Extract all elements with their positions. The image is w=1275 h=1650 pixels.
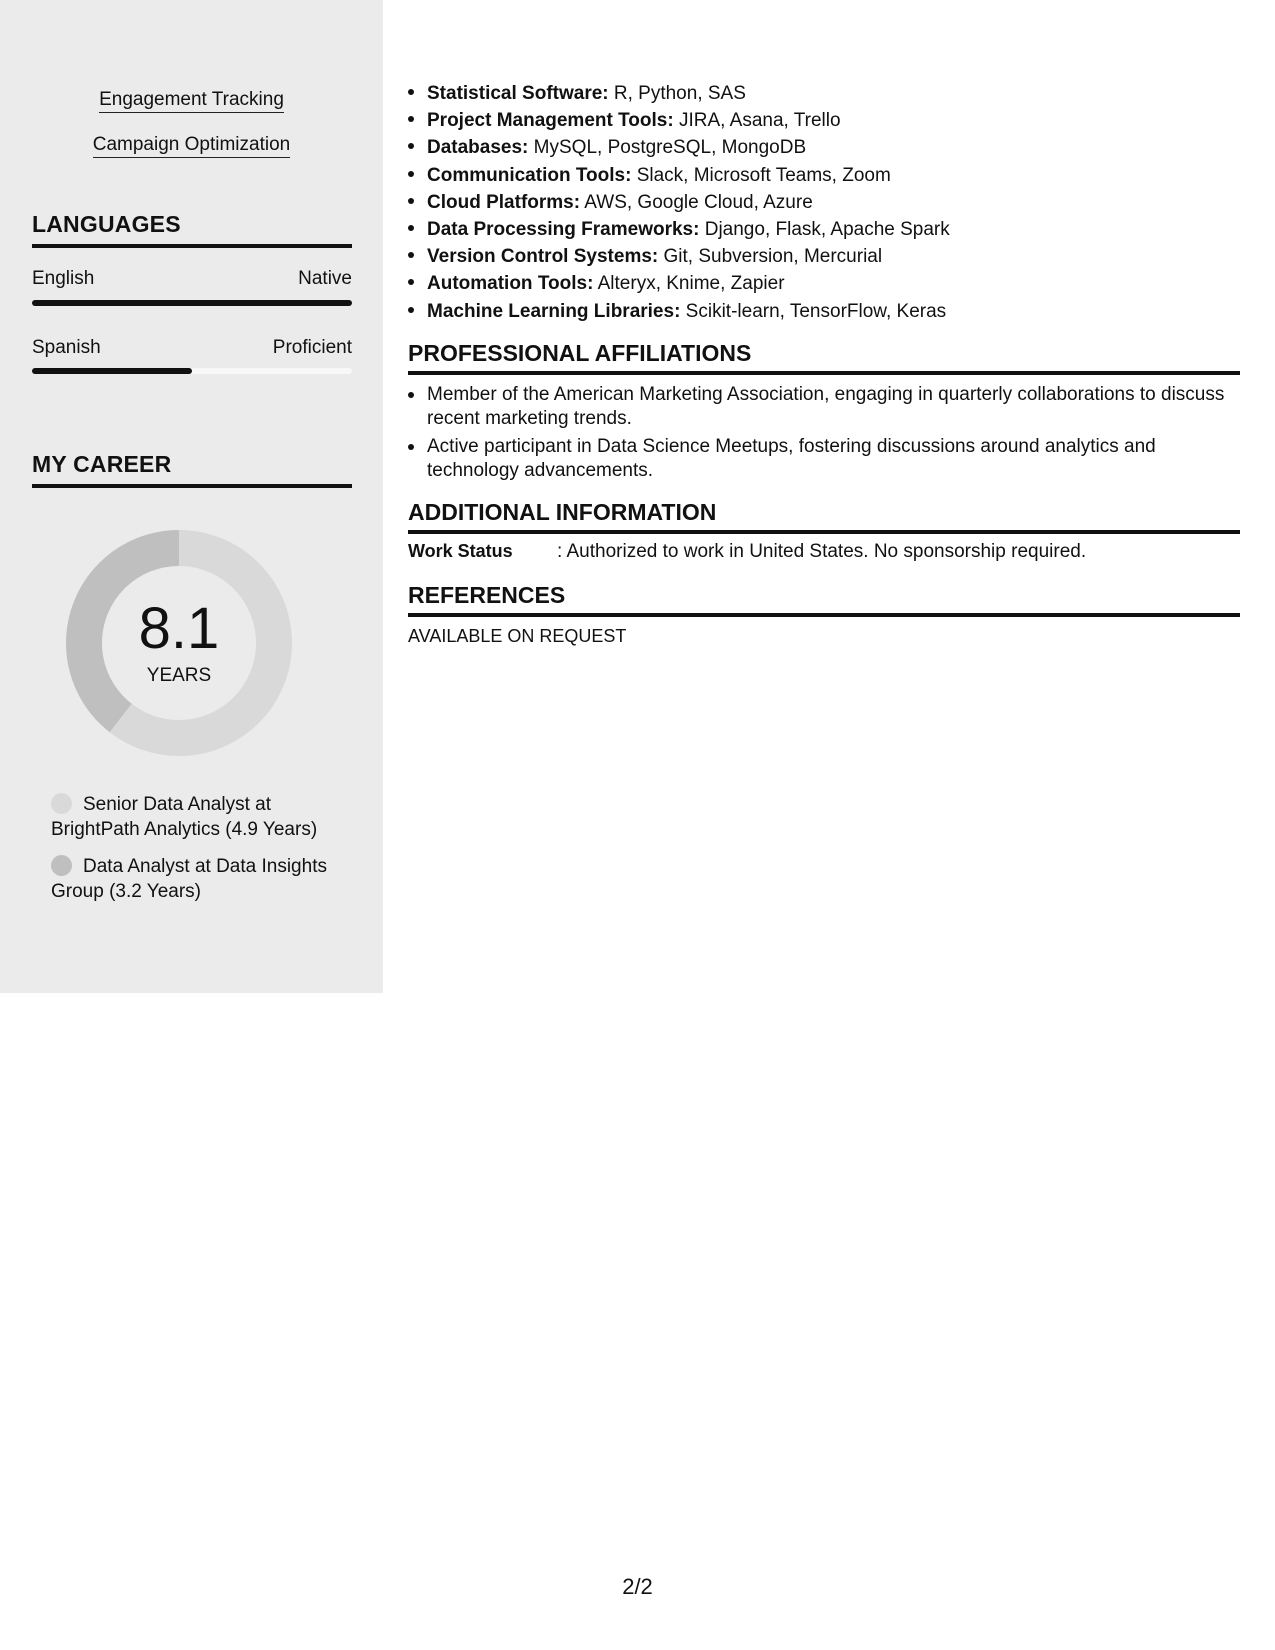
list-item <box>408 216 1243 243</box>
language-proficiency-bar <box>32 300 352 306</box>
skills-list <box>408 80 1243 325</box>
skill-category: Automation Tools: <box>427 273 594 295</box>
skill-values: R, Python, SAS <box>608 83 746 104</box>
skill-values: JIRA, Asana, Trello <box>673 110 841 132</box>
languages-heading: LANGUAGES <box>32 211 352 248</box>
affiliations-heading: PROFESSIONAL AFFILIATIONS <box>408 340 1240 375</box>
list-item <box>408 270 1243 297</box>
references-text: AVAILABLE ON REQUEST <box>408 626 627 646</box>
references-heading: REFERENCES <box>408 582 1240 617</box>
skill-tag-label: Campaign Optimization <box>93 134 290 158</box>
skill-tag <box>0 134 383 156</box>
language-level: Proficient <box>272 337 352 358</box>
language-name: Spanish <box>32 337 101 358</box>
skill-values: Django, Flask, Apache Spark <box>699 219 950 241</box>
language-row <box>32 268 352 290</box>
career-legend-label: Data Analyst at Data Insights Group (3.2 Years) <box>51 856 327 902</box>
list-item <box>408 189 1243 216</box>
career-legend-item <box>51 854 341 904</box>
skill-category: Data Processing Frameworks: <box>427 219 700 241</box>
skill-category: Cloud Platforms: <box>427 191 581 213</box>
language-proficiency-bar <box>32 368 352 374</box>
list-item: Member of the American Marketing Association, engaging in quarterly collaborations to discuss recent marketing trends. <box>408 383 1243 431</box>
skill-category: Databases: <box>427 137 529 159</box>
skill-values: MySQL, PostgreSQL, MongoDB <box>528 137 807 159</box>
list-item <box>408 134 1243 161</box>
language-name: English <box>32 268 95 289</box>
skill-values: Alteryx, Knime, Zapier <box>593 273 785 295</box>
work-status-value: : Authorized to work in United States. No sponsorship required. <box>557 541 1087 562</box>
career-total-value: 8.1 <box>138 596 220 661</box>
list-item <box>408 107 1243 134</box>
career-heading: MY CAREER <box>32 451 352 488</box>
language-level: Native <box>298 268 352 289</box>
list-item <box>408 243 1243 270</box>
language-row <box>32 337 352 359</box>
language-proficiency-fill <box>32 300 352 306</box>
skill-category: Statistical Software: <box>427 83 609 104</box>
skill-category: Communication Tools: <box>427 164 632 186</box>
list-item: Active participant in Data Science Meetups, fostering discussions around analytics and technology advancements. <box>408 435 1243 483</box>
skill-category: Machine Learning Libraries: <box>427 300 681 322</box>
page-number: 2/2 <box>622 1574 653 1599</box>
skill-category: Project Management Tools: <box>427 110 674 132</box>
career-total-unit: YEARS <box>146 665 212 686</box>
work-status-label: Work Status <box>408 541 513 561</box>
skill-category: Version Control Systems: <box>427 246 659 268</box>
legend-swatch <box>51 793 72 814</box>
affiliations-list <box>408 383 1243 483</box>
career-legend-label: Senior Data Analyst at BrightPath Analytics (4.9 Years) <box>51 794 318 840</box>
list-item <box>408 80 1243 107</box>
skill-tag <box>0 89 383 111</box>
additional-info-heading: ADDITIONAL INFORMATION <box>408 499 1240 534</box>
list-item <box>408 162 1243 189</box>
legend-swatch <box>51 855 72 876</box>
skill-values: Git, Subversion, Mercurial <box>658 246 883 268</box>
skill-values: Slack, Microsoft Teams, Zoom <box>631 164 891 186</box>
language-proficiency-fill <box>32 368 192 374</box>
career-legend-item <box>51 792 341 842</box>
skill-values: AWS, Google Cloud, Azure <box>580 191 813 213</box>
list-item <box>408 298 1243 325</box>
skill-values: Scikit-learn, TensorFlow, Keras <box>680 300 947 322</box>
skill-tag-label: Engagement Tracking <box>99 89 284 113</box>
